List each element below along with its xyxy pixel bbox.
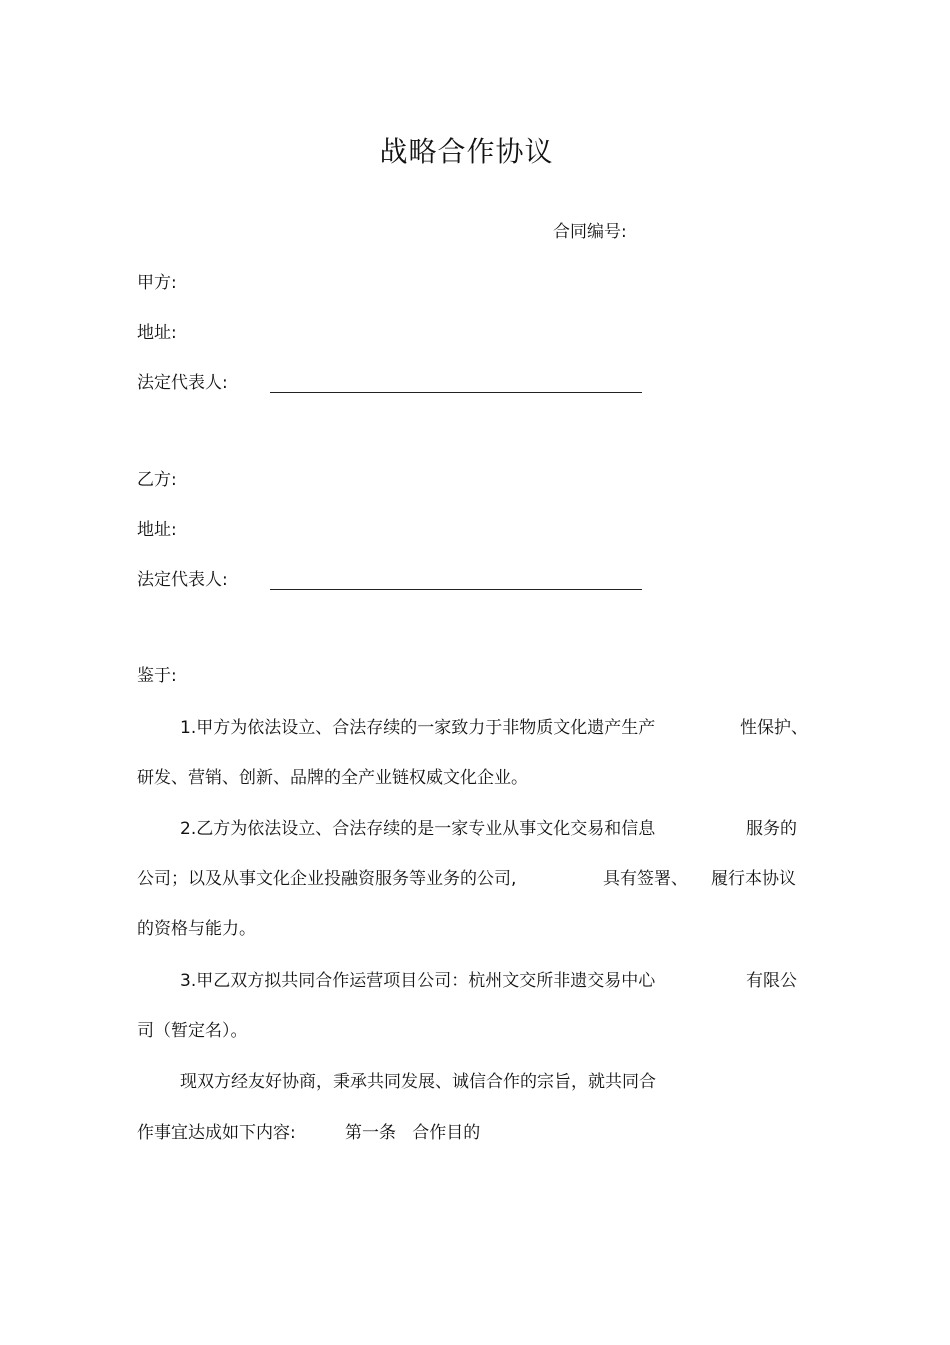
clause1-line1-part1: 1.甲方为依法设立、合法存续的一家致力于非物质文化遗产生产 [180, 718, 656, 738]
clause2-line2-part1: 公司；以及从事文化企业投融资服务等业务的公司, [137, 869, 517, 889]
clause2-line1-part2: 服务的 [746, 819, 797, 839]
party-b-address-label: 地址: [137, 520, 177, 540]
whereas-label: 鉴于: [137, 666, 177, 686]
clause3-line1-part2: 有限公 [746, 971, 797, 991]
clause1-line2: 研发、营销、创新、品牌的全产业链权威文化企业。 [137, 768, 528, 788]
party-a-address-label: 地址: [137, 323, 177, 343]
contract-number-label: 合同编号: [553, 222, 627, 242]
document-title: 战略合作协议 [379, 135, 554, 168]
party-b-representative-label: 法定代表人: [137, 570, 228, 590]
closing-line2: 作事宜达成如下内容: [137, 1123, 296, 1143]
party-a-representative-label: 法定代表人: [137, 373, 228, 393]
clause2-line2-part2: 具有签署、 [603, 869, 688, 889]
party-a-representative-line [270, 392, 642, 393]
article1-heading: 第一条 合作目的 [345, 1123, 481, 1143]
clause2-line3: 的资格与能力。 [137, 919, 256, 939]
clause3-line1-part1: 3.甲乙双方拟共同合作运营项目公司：杭州文交所非遗交易中心 [180, 971, 656, 991]
clause2-line1-part1: 2.乙方为依法设立、合法存续的是一家专业从事文化交易和信息 [180, 819, 656, 839]
closing-line1: 现双方经友好协商，秉承共同发展、诚信合作的宗旨，就共同合 [180, 1072, 656, 1092]
party-b-label: 乙方: [137, 470, 177, 490]
party-a-label: 甲方: [137, 273, 177, 293]
clause1-line1-part2: 性保护、 [740, 718, 808, 738]
clause3-line2: 司（暂定名）。 [137, 1021, 248, 1041]
party-b-representative-line [270, 589, 642, 590]
clause2-line2-part3: 履行本协议 [711, 869, 796, 889]
